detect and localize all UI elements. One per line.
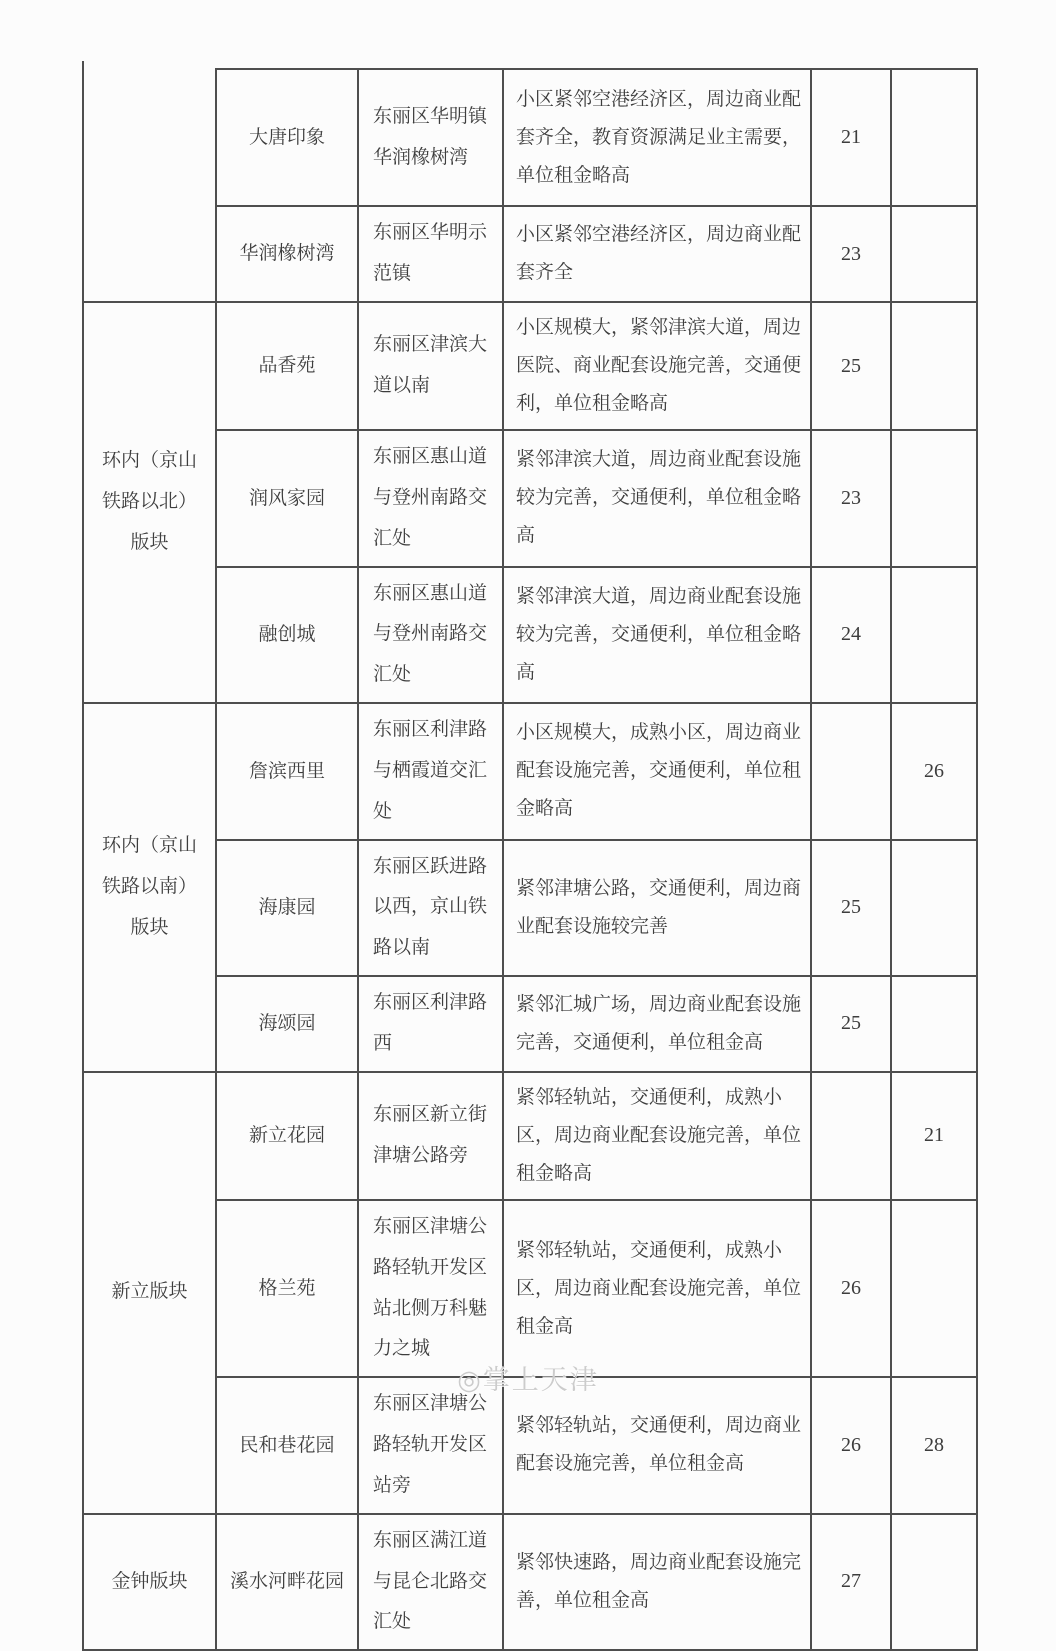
community-name-cell: 格兰苑: [216, 1200, 358, 1377]
location-cell: 东丽区华明示范镇: [358, 206, 503, 302]
table-row: [83, 1377, 977, 1514]
value2-cell: [891, 1200, 977, 1377]
block-label-cell: 新立版块: [83, 1072, 216, 1514]
location-cell: 东丽区利津路与栖霞道交汇处: [358, 703, 503, 840]
description-cell: 紧邻汇城广场，周边商业配套设施完善，交通便利，单位租金高: [503, 976, 811, 1072]
value1-cell: [811, 1072, 891, 1200]
block-label-cell: [83, 69, 216, 302]
value2-cell: [891, 840, 977, 977]
table-row: [83, 1514, 977, 1651]
location-cell: 东丽区惠山道与登州南路交汇处: [358, 430, 503, 567]
value2-cell: 21: [891, 1072, 977, 1200]
location-cell: 东丽区新立街津塘公路旁: [358, 1072, 503, 1200]
value2-cell: [891, 302, 977, 430]
description-cell: 紧邻津滨大道，周边商业配套设施较为完善，交通便利，单位租金略高: [503, 430, 811, 567]
block-label-cell: 金钟版块: [83, 1514, 216, 1651]
community-name-cell: 溪水河畔花园: [216, 1514, 358, 1651]
table-row: [83, 976, 977, 1072]
value2-cell: 26: [891, 703, 977, 840]
community-name-cell: 华润橡树湾: [216, 206, 358, 302]
location-cell: 东丽区津滨大道以南: [358, 302, 503, 430]
description-cell: 紧邻津塘公路，交通便利，周边商业配套设施较完善: [503, 840, 811, 977]
value1-cell: 23: [811, 430, 891, 567]
table-row: [83, 1072, 977, 1200]
table-row: [83, 206, 977, 302]
table-row: [83, 703, 977, 840]
table-row: [83, 302, 977, 430]
community-name-cell: 品香苑: [216, 302, 358, 430]
value2-cell: [891, 567, 977, 704]
value2-cell: [891, 69, 977, 206]
location-cell: 东丽区满江道与昆仑北路交汇处: [358, 1514, 503, 1651]
table-body: [83, 69, 977, 1650]
location-cell: 东丽区津塘公路轻轨开发区站北侧万科魅力之城: [358, 1200, 503, 1377]
community-name-cell: 润风家园: [216, 430, 358, 567]
location-cell: 东丽区惠山道与登州南路交汇处: [358, 567, 503, 704]
watermark-text: ◎掌上天津: [457, 1365, 599, 1395]
value2-cell: 28: [891, 1377, 977, 1514]
location-cell: 东丽区华明镇华润橡树湾: [358, 69, 503, 206]
table-row: [83, 567, 977, 704]
value2-cell: [891, 1514, 977, 1651]
value2-cell: [891, 976, 977, 1072]
description-cell: 小区规模大，紧邻津滨大道，周边医院、商业配套设施完善，交通便利，单位租金略高: [503, 302, 811, 430]
community-name-cell: 新立花园: [216, 1072, 358, 1200]
location-cell: 东丽区津塘公路轻轨开发区站旁: [358, 1377, 503, 1514]
description-cell: 小区紧邻空港经济区，周边商业配套齐全: [503, 206, 811, 302]
location-cell: 东丽区利津路西: [358, 976, 503, 1072]
value1-cell: 24: [811, 567, 891, 704]
value1-cell: 25: [811, 302, 891, 430]
block-label-cell: 环内（京山铁路以南）版块: [83, 703, 216, 1072]
community-name-cell: 海康园: [216, 840, 358, 977]
table-row: [83, 1200, 977, 1377]
description-cell: 紧邻轻轨站，交通便利，成熟小区，周边商业配套设施完善，单位租金略高: [503, 1072, 811, 1200]
table-row: [83, 69, 977, 206]
description-cell: 紧邻快速路，周边商业配套设施完善，单位租金高: [503, 1514, 811, 1651]
description-cell: 小区紧邻空港经济区，周边商业配套齐全，教育资源满足业主需要，单位租金略高: [503, 69, 811, 206]
value1-cell: 27: [811, 1514, 891, 1651]
table-row: [83, 840, 977, 977]
community-name-cell: 民和巷花园: [216, 1377, 358, 1514]
community-name-cell: 融创城: [216, 567, 358, 704]
location-cell: 东丽区跃进路以西，京山铁路以南: [358, 840, 503, 977]
description-cell: 紧邻津滨大道，周边商业配套设施较为完善，交通便利，单位租金略高: [503, 567, 811, 704]
value1-cell: 25: [811, 840, 891, 977]
description-cell: 小区规模大，成熟小区，周边商业配套设施完善，交通便利，单位租金略高: [503, 703, 811, 840]
value2-cell: [891, 206, 977, 302]
value1-cell: [811, 703, 891, 840]
value1-cell: 25: [811, 976, 891, 1072]
value1-cell: 26: [811, 1377, 891, 1514]
community-rent-table: [82, 68, 978, 1651]
value2-cell: [891, 430, 977, 567]
description-cell: 紧邻轻轨站，交通便利，周边商业配套设施完善，单位租金高: [503, 1377, 811, 1514]
value1-cell: 21: [811, 69, 891, 206]
table-row: [83, 430, 977, 567]
description-cell: 紧邻轻轨站，交通便利，成熟小区，周边商业配套设施完善，单位租金高: [503, 1200, 811, 1377]
community-name-cell: 海颂园: [216, 976, 358, 1072]
value1-cell: 23: [811, 206, 891, 302]
value1-cell: 26: [811, 1200, 891, 1377]
block-label-cell: 环内（京山铁路以北）版块: [83, 302, 216, 703]
community-name-cell: 詹滨西里: [216, 703, 358, 840]
community-name-cell: 大唐印象: [216, 69, 358, 206]
